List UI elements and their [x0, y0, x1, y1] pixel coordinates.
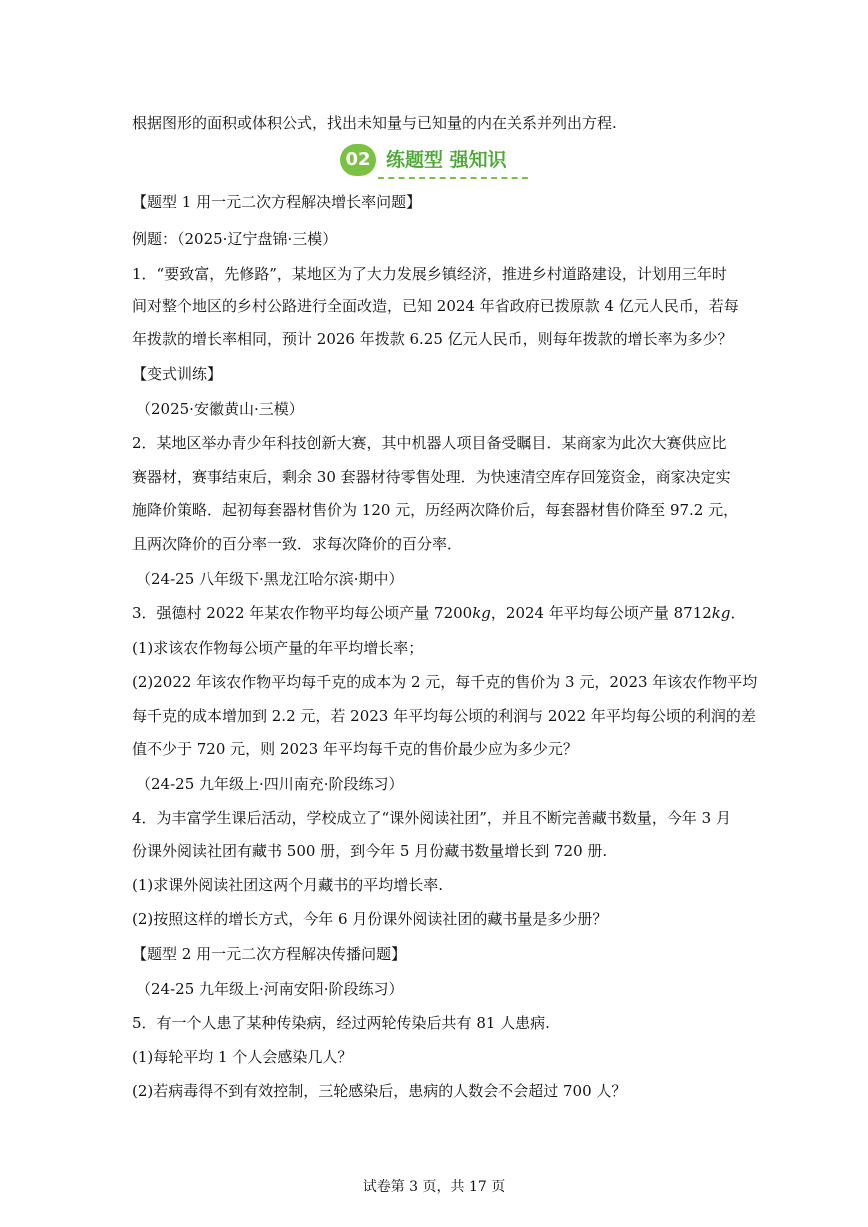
q1-line-1: 1．“要致富，先修路”，某地区为了大力发展乡镇经济，推进乡村道路建设，计划用三年时 — [132, 265, 727, 283]
section-title: 练题型 强知识 — [386, 149, 507, 171]
source-q2: （2025·安徽黄山·三模） — [136, 400, 304, 418]
q5-stem: 5．有一个人患了某种传染病，经过两轮传染后共有 81 人患病. — [132, 1014, 550, 1032]
source-q4: （24-25 九年级上·四川南充·阶段练习） — [136, 775, 404, 793]
q3-sub2-line-1: (2)2022 年该农作物平均每千克的成本为 2 元，每千克的售价为 3 元，2023 年该农作物平均 — [132, 673, 758, 691]
q5-sub-2: (2)若病毒得不到有效控制，三轮感染后，患病的人数会不会超过 700 人？ — [132, 1082, 627, 1100]
variant-label: 【变式训练】 — [132, 365, 223, 383]
q1-line-3: 年拨款的增长率相同，预计 2026 年拨款 6.25 亿元人民币，则每年拨款的增长率为多少？ — [132, 330, 733, 348]
q2-line-2: 赛器材，赛事结束后，剩余 30 套器材待零售处理．为快速清空库存回笼资金，商家决定实 — [132, 468, 731, 486]
page-footer: 试卷第 3 页，共 17 页 — [362, 1179, 506, 1195]
section-banner — [340, 144, 530, 180]
section-number-badge: 02 — [340, 144, 376, 176]
q2-line-3: 施降价策略．起初每套器材售价为 120 元，历经两次降价后，每套器材售价降至 97.2 元， — [132, 501, 739, 519]
type2-heading: 【题型 2 用一元二次方程解决传播问题】 — [132, 945, 407, 963]
intro-text: 根据图形的面积或体积公式，找出未知量与已知量的内在关系并列出方程. — [132, 114, 617, 132]
source-q5: （24-25 九年级上·河南安阳·阶段练习） — [136, 980, 404, 998]
q3-unit-1: kg — [472, 604, 491, 622]
q3-unit-2: kg — [711, 604, 731, 622]
q4-line-1: 4．为丰富学生课后活动，学校成立了“课外阅读社团”，并且不断完善藏书数量，今年 3 月 — [132, 809, 731, 827]
q3-stem — [132, 603, 746, 623]
source-q3: （24-25 八年级下·黑龙江哈尔滨·期中） — [136, 570, 404, 588]
example-label: 例题：（2025·辽宁盘锦·三模） — [132, 230, 338, 248]
section-underline — [378, 177, 528, 179]
q3-sub-1: (1)求该农作物每公顷产量的年平均增长率； — [132, 639, 424, 657]
q4-sub-1: (1)求课外阅读社团这两个月藏书的平均增长率. — [132, 876, 444, 894]
q3-sub2-line-3: 值不少于 720 元，则 2023 年平均每千克的售价最少应为多少元？ — [132, 740, 578, 758]
q3-stem-part1: 3．强德村 2022 年某农作物平均每公顷产量 7200 — [132, 604, 473, 622]
q1-line-2: 间对整个地区的乡村公路进行全面改造，已知 2024 年省政府已拨原款 4 亿元人民币，若每 — [132, 297, 739, 315]
q3-stem-part2: ，2024 年平均每公顷产量 8712 — [490, 604, 712, 622]
q5-sub-1: (1)每轮平均 1 个人会感染几人？ — [132, 1048, 353, 1066]
type1-heading: 【题型 1 用一元二次方程解决增长率问题】 — [132, 193, 422, 211]
q4-line-2: 份课外阅读社团有藏书 500 册，到今年 5 月份藏书数量增长到 720 册. — [132, 842, 608, 860]
q2-line-1: 2．某地区举办青少年科技创新大赛，其中机器人项目备受瞩目．某商家为此次大赛供应比 — [132, 434, 727, 452]
q4-sub-2: (2)按照这样的增长方式，今年 6 月份课外阅读社团的藏书量是多少册？ — [132, 910, 608, 928]
q3-stem-part3: ． — [730, 604, 746, 622]
q2-line-4: 且两次降价的百分率一致．求每次降价的百分率． — [132, 535, 463, 553]
q3-sub2-line-2: 每千克的成本增加到 2.2 元，若 2023 年平均每公顷的利润与 2022 年平均每公顷的利润的差 — [132, 707, 756, 725]
